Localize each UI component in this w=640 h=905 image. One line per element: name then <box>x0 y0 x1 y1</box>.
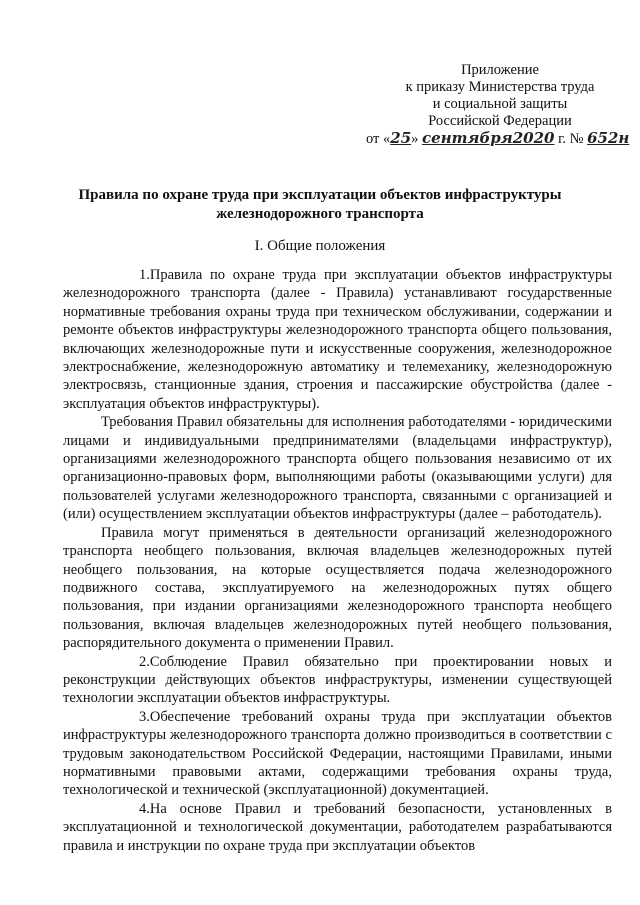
appendix-order-ref: к приказу Министерства труда <box>405 79 595 95</box>
paragraph-text: На основе Правил и требований безопасности, установленных в эксплуатационной и технологической документации, работодателем разрабатываются правила и инструкции по охране труда при эксплуатации объектов <box>63 800 612 854</box>
order-date-number <box>366 128 630 149</box>
paragraph <box>63 524 612 653</box>
paragraph-text: Обеспечение требований охраны труда при эксплуатации объектов инфраструктуры железнодорожного транспорта должно производиться в соответствии с трудовым законодательством Российской Федерации, настоящими Правилами, иными нормативными правовыми актами, содержащими требования охраны труда, технологической и технической (эксплуатационной) документацией. <box>63 708 612 799</box>
paragraph-number: 3. <box>139 708 150 725</box>
order-number: 652н <box>587 129 630 147</box>
appendix-country-line: Российской Федерации <box>428 113 572 129</box>
order-month: сентября <box>422 129 513 147</box>
document-title <box>40 186 600 224</box>
paragraph <box>63 653 612 708</box>
paragraph-number: 2. <box>139 653 150 670</box>
paragraph-text: Соблюдение Правил обязательно при проектировании новых и реконструкции действующих объектов инфраструктуры, изменении существующей технологии эксплуатации объектов инфраструктуры. <box>63 653 612 707</box>
paragraph-text: Требования Правил обязательны для исполнения работодателями - юридическими лицами и индивидуальными предпринимателями (владельцами инфраструктур), организациями железнодорожного транспорта общего пользования независимо от их организационно-правовых форм, выполняющими работы (оказывающими услуги) для пользователей услугами железнодорожного транспорта, связанными с организацией и (или) осуществлением эксплуатации объектов инфраструктуры (далее – работодатель). <box>63 414 612 523</box>
appendix-ministry-line: и социальной защиты <box>432 96 568 112</box>
paragraph-text: Правила могут применяться в деятельности организаций железнодорожного транспорта необщего пользования, включая владельцев железнодорожных путей необщего пользования, на которые осуществляется подача железнодорожного подвижного состава, эксплуатируемого на железнодорожных путях общего пользования, при издании организациями железнодорожного транспорта необщего пользования, включая владельцев железнодорожных путей необщего пользования, распорядительного документа о применении Правил. <box>63 524 612 652</box>
document-body <box>63 266 612 855</box>
appendix-block <box>380 62 620 130</box>
order-year: 2020 <box>512 129 555 147</box>
paragraph-number: 4. <box>139 800 150 817</box>
order-year-suffix: г. № <box>554 131 588 147</box>
order-day: 25 <box>390 129 412 147</box>
order-mid: » <box>411 131 423 147</box>
title-line-2: железнодорожного транспорта <box>216 206 424 222</box>
title-line-1: Правила по охране труда при эксплуатации объектов инфраструктуры <box>78 187 562 203</box>
appendix-label: Приложение <box>461 62 539 78</box>
paragraph <box>63 800 612 855</box>
paragraph <box>63 266 612 413</box>
paragraph-text: Правила по охране труда при эксплуатации объектов инфраструктуры железнодорожного транспорта (далее - Правила) устанавливают государственные нормативные требования охраны труда при техническом обслуживании, содержании и ремонте объектов инфраструктуры железнодорожного транспорта общего пользования, включающих железнодорожные пути и искусственные сооружения, железнодорожное электроснабжение, железнодорожную автоматику и телемеханику, железнодорожную электросвязь, станционные здания, строения и пассажирские обустройства (далее - эксплуатация объектов инфраструктуры). <box>63 267 612 412</box>
section-heading: I. Общие положения <box>254 238 386 254</box>
paragraph <box>63 708 612 800</box>
paragraph <box>63 413 612 523</box>
paragraph-number: 1. <box>139 267 150 283</box>
order-prefix: от « <box>366 131 391 147</box>
